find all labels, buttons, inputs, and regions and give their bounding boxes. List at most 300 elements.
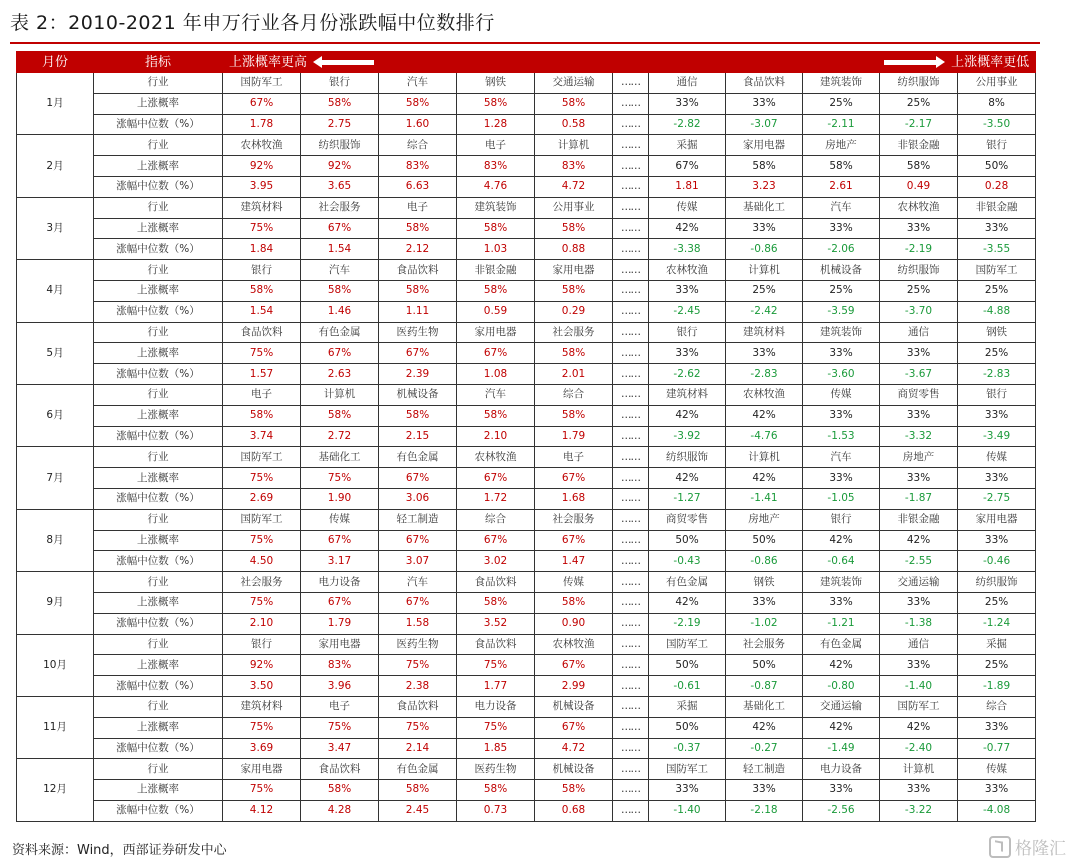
median-cell: -0.86 bbox=[726, 551, 803, 572]
table-row bbox=[17, 405, 1036, 426]
median-cell: 2.14 bbox=[379, 738, 457, 759]
probability-cell: 33% bbox=[880, 343, 958, 364]
median-cell: -3.38 bbox=[649, 239, 726, 260]
probability-cell: 58% bbox=[726, 156, 803, 177]
table-row bbox=[17, 551, 1036, 572]
median-cell: 3.69 bbox=[223, 738, 301, 759]
industry-cell: 食品饮料 bbox=[457, 634, 535, 655]
median-cell: -1.05 bbox=[803, 488, 880, 509]
probability-cell: 58% bbox=[379, 218, 457, 239]
probability-cell: 75% bbox=[457, 717, 535, 738]
month-cell: 8月 bbox=[17, 509, 94, 571]
probability-cell: 75% bbox=[223, 717, 301, 738]
probability-cell: 25% bbox=[803, 280, 880, 301]
industry-cell: 银行 bbox=[958, 384, 1036, 405]
median-cell: 2.63 bbox=[301, 364, 379, 385]
ellipsis-cell: …… bbox=[613, 156, 649, 177]
metric-label: 行业 bbox=[94, 572, 223, 593]
metric-label: 上涨概率 bbox=[94, 780, 223, 801]
industry-cell: 有色金属 bbox=[379, 447, 457, 468]
probability-cell: 83% bbox=[379, 156, 457, 177]
industry-cell: 交通运输 bbox=[880, 572, 958, 593]
probability-cell: 58% bbox=[457, 218, 535, 239]
industry-cell: 银行 bbox=[649, 322, 726, 343]
probability-cell: 58% bbox=[535, 280, 613, 301]
metric-label: 行业 bbox=[94, 634, 223, 655]
industry-cell: 国防军工 bbox=[223, 509, 301, 530]
probability-cell: 33% bbox=[726, 93, 803, 114]
metric-label: 涨幅中位数（%） bbox=[94, 800, 223, 821]
median-cell: 0.68 bbox=[535, 800, 613, 821]
industry-cell: 汽车 bbox=[803, 197, 880, 218]
median-cell: 0.88 bbox=[535, 239, 613, 260]
probability-cell: 58% bbox=[535, 780, 613, 801]
industry-cell: 建筑装饰 bbox=[457, 197, 535, 218]
probability-cell: 25% bbox=[958, 592, 1036, 613]
month-header: 月份 bbox=[17, 52, 94, 73]
probability-cell: 42% bbox=[803, 717, 880, 738]
industry-cell: 轻工制造 bbox=[379, 509, 457, 530]
probability-cell: 67% bbox=[535, 717, 613, 738]
industry-cell: 计算机 bbox=[535, 135, 613, 156]
ellipsis-cell: …… bbox=[613, 260, 649, 281]
industry-cell: 电力设备 bbox=[301, 572, 379, 593]
median-cell: -1.40 bbox=[880, 676, 958, 697]
ellipsis-cell: …… bbox=[613, 655, 649, 676]
ellipsis-cell: …… bbox=[613, 93, 649, 114]
ellipsis-cell: …… bbox=[613, 759, 649, 780]
median-cell: 1.08 bbox=[457, 364, 535, 385]
month-cell: 10月 bbox=[17, 634, 94, 696]
probability-cell: 33% bbox=[880, 405, 958, 426]
median-cell: 1.54 bbox=[223, 301, 301, 322]
median-cell: -0.80 bbox=[803, 676, 880, 697]
median-cell: 4.76 bbox=[457, 176, 535, 197]
median-cell: -3.50 bbox=[958, 114, 1036, 135]
ellipsis-cell: …… bbox=[613, 447, 649, 468]
table-row bbox=[17, 676, 1036, 697]
industry-cell: 商贸零售 bbox=[649, 509, 726, 530]
lower-prob-label: 上涨概率更低 bbox=[951, 54, 1030, 70]
median-cell: 1.54 bbox=[301, 239, 379, 260]
probability-cell: 58% bbox=[535, 343, 613, 364]
probability-cell: 58% bbox=[535, 405, 613, 426]
median-cell: -2.83 bbox=[958, 364, 1036, 385]
probability-cell: 58% bbox=[379, 93, 457, 114]
industry-cell: 基础化工 bbox=[726, 197, 803, 218]
median-cell: 3.52 bbox=[457, 613, 535, 634]
industry-cell: 轻工制造 bbox=[726, 759, 803, 780]
industry-cell: 传媒 bbox=[958, 447, 1036, 468]
probability-cell: 75% bbox=[223, 780, 301, 801]
industry-cell: 非银金融 bbox=[457, 260, 535, 281]
probability-cell: 42% bbox=[880, 530, 958, 551]
median-cell: -0.87 bbox=[726, 676, 803, 697]
watermark-text: 格隆汇 bbox=[1015, 839, 1066, 859]
metric-label: 上涨概率 bbox=[94, 93, 223, 114]
industry-cell: 家用电器 bbox=[726, 135, 803, 156]
median-cell: 2.10 bbox=[457, 426, 535, 447]
probability-cell: 33% bbox=[726, 218, 803, 239]
industry-cell: 交通运输 bbox=[803, 696, 880, 717]
median-cell: -2.40 bbox=[880, 738, 958, 759]
table-row bbox=[17, 655, 1036, 676]
industry-cell: 电力设备 bbox=[457, 696, 535, 717]
ellipsis-cell: …… bbox=[613, 405, 649, 426]
median-cell: -2.56 bbox=[803, 800, 880, 821]
industry-cell: 机械设备 bbox=[379, 384, 457, 405]
industry-cell: 银行 bbox=[223, 634, 301, 655]
metric-label: 上涨概率 bbox=[94, 717, 223, 738]
industry-cell: 非银金融 bbox=[880, 509, 958, 530]
industry-cell: 农林牧渔 bbox=[726, 384, 803, 405]
median-cell: 3.17 bbox=[301, 551, 379, 572]
median-cell: -1.21 bbox=[803, 613, 880, 634]
industry-cell: 传媒 bbox=[535, 572, 613, 593]
probability-cell: 58% bbox=[535, 93, 613, 114]
median-cell: -1.24 bbox=[958, 613, 1036, 634]
probability-cell: 25% bbox=[958, 343, 1036, 364]
probability-cell: 42% bbox=[726, 468, 803, 489]
industry-cell: 农林牧渔 bbox=[649, 260, 726, 281]
median-cell: -3.07 bbox=[726, 114, 803, 135]
industry-cell: 有色金属 bbox=[301, 322, 379, 343]
table-row bbox=[17, 572, 1036, 593]
median-cell: 0.90 bbox=[535, 613, 613, 634]
industry-cell: 家用电器 bbox=[223, 759, 301, 780]
median-cell: -0.61 bbox=[649, 676, 726, 697]
median-cell: 1.28 bbox=[457, 114, 535, 135]
industry-cell: 国防军工 bbox=[223, 73, 301, 94]
industry-cell: 传媒 bbox=[301, 509, 379, 530]
probability-cell: 25% bbox=[958, 655, 1036, 676]
probability-cell: 42% bbox=[880, 717, 958, 738]
metric-label: 上涨概率 bbox=[94, 343, 223, 364]
industry-cell: 农林牧渔 bbox=[457, 447, 535, 468]
table-row bbox=[17, 197, 1036, 218]
ellipsis-cell: …… bbox=[613, 301, 649, 322]
industry-cell: 通信 bbox=[649, 73, 726, 94]
median-cell: -2.75 bbox=[958, 488, 1036, 509]
median-cell: 1.03 bbox=[457, 239, 535, 260]
industry-cell: 综合 bbox=[535, 384, 613, 405]
table-row bbox=[17, 176, 1036, 197]
median-cell: 3.07 bbox=[379, 551, 457, 572]
median-cell: -4.76 bbox=[726, 426, 803, 447]
probability-cell: 33% bbox=[803, 343, 880, 364]
metric-label: 行业 bbox=[94, 135, 223, 156]
industry-cell: 公用事业 bbox=[958, 73, 1036, 94]
median-cell: -1.87 bbox=[880, 488, 958, 509]
ellipsis-cell: …… bbox=[613, 322, 649, 343]
median-cell: 1.79 bbox=[301, 613, 379, 634]
median-cell: -3.32 bbox=[880, 426, 958, 447]
metric-label: 行业 bbox=[94, 696, 223, 717]
median-cell: 2.75 bbox=[301, 114, 379, 135]
industry-cell: 电子 bbox=[457, 135, 535, 156]
industry-cell: 钢铁 bbox=[457, 73, 535, 94]
median-cell: -3.59 bbox=[803, 301, 880, 322]
industry-cell: 建筑材料 bbox=[726, 322, 803, 343]
probability-cell: 75% bbox=[223, 343, 301, 364]
median-cell: 2.01 bbox=[535, 364, 613, 385]
metric-label: 涨幅中位数（%） bbox=[94, 676, 223, 697]
probability-cell: 42% bbox=[649, 405, 726, 426]
industry-cell: 食品饮料 bbox=[379, 260, 457, 281]
month-cell: 9月 bbox=[17, 572, 94, 634]
table-row bbox=[17, 343, 1036, 364]
median-cell: 2.39 bbox=[379, 364, 457, 385]
median-cell: -0.37 bbox=[649, 738, 726, 759]
metric-label: 涨幅中位数（%） bbox=[94, 114, 223, 135]
industry-cell: 纺织服饰 bbox=[958, 572, 1036, 593]
table-row bbox=[17, 634, 1036, 655]
ellipsis-cell: …… bbox=[613, 592, 649, 613]
industry-cell: 传媒 bbox=[649, 197, 726, 218]
median-cell: -2.06 bbox=[803, 239, 880, 260]
median-cell: -1.89 bbox=[958, 676, 1036, 697]
ellipsis-cell: …… bbox=[613, 176, 649, 197]
table-row bbox=[17, 301, 1036, 322]
month-cell: 12月 bbox=[17, 759, 94, 821]
probability-cell: 67% bbox=[457, 343, 535, 364]
probability-cell: 58% bbox=[379, 280, 457, 301]
ellipsis-cell: …… bbox=[613, 676, 649, 697]
industry-cell: 纺织服饰 bbox=[880, 260, 958, 281]
probability-cell: 50% bbox=[649, 717, 726, 738]
median-cell: -2.83 bbox=[726, 364, 803, 385]
probability-cell: 42% bbox=[803, 530, 880, 551]
industry-cell: 汽车 bbox=[803, 447, 880, 468]
industry-cell: 汽车 bbox=[379, 572, 457, 593]
industry-cell: 综合 bbox=[457, 509, 535, 530]
probability-cell: 58% bbox=[301, 280, 379, 301]
probability-cell: 75% bbox=[457, 655, 535, 676]
ellipsis-cell: …… bbox=[613, 634, 649, 655]
median-cell: -4.08 bbox=[958, 800, 1036, 821]
median-cell: 3.50 bbox=[223, 676, 301, 697]
median-cell: 1.72 bbox=[457, 488, 535, 509]
metric-label: 上涨概率 bbox=[94, 218, 223, 239]
probability-cell: 33% bbox=[726, 343, 803, 364]
source-note: 资料来源：Wind，西部证券研发中心 bbox=[12, 843, 227, 858]
probability-cell: 75% bbox=[301, 468, 379, 489]
metric-label: 涨幅中位数（%） bbox=[94, 551, 223, 572]
probability-cell: 58% bbox=[379, 780, 457, 801]
table-row bbox=[17, 696, 1036, 717]
probability-cell: 25% bbox=[958, 280, 1036, 301]
median-cell: 4.28 bbox=[301, 800, 379, 821]
median-cell: 2.99 bbox=[535, 676, 613, 697]
industry-cell: 非银金融 bbox=[880, 135, 958, 156]
metric-label: 上涨概率 bbox=[94, 592, 223, 613]
median-cell: 1.57 bbox=[223, 364, 301, 385]
table-row bbox=[17, 93, 1036, 114]
title-divider bbox=[10, 42, 1040, 44]
probability-cell: 33% bbox=[803, 218, 880, 239]
probability-cell: 58% bbox=[803, 156, 880, 177]
industry-cell: 国防军工 bbox=[649, 634, 726, 655]
table-row bbox=[17, 156, 1036, 177]
ellipsis-cell: …… bbox=[613, 488, 649, 509]
median-cell: 3.02 bbox=[457, 551, 535, 572]
median-cell: -3.22 bbox=[880, 800, 958, 821]
probability-cell: 75% bbox=[223, 530, 301, 551]
probability-cell: 83% bbox=[535, 156, 613, 177]
median-cell: -3.60 bbox=[803, 364, 880, 385]
metric-label: 涨幅中位数（%） bbox=[94, 176, 223, 197]
median-cell: 3.47 bbox=[301, 738, 379, 759]
table-row bbox=[17, 364, 1036, 385]
industry-cell: 食品饮料 bbox=[223, 322, 301, 343]
table-row bbox=[17, 488, 1036, 509]
probability-cell: 33% bbox=[958, 218, 1036, 239]
industry-cell: 计算机 bbox=[880, 759, 958, 780]
metric-label: 上涨概率 bbox=[94, 156, 223, 177]
ellipsis-cell: …… bbox=[613, 280, 649, 301]
industry-cell: 家用电器 bbox=[958, 509, 1036, 530]
median-cell: 1.58 bbox=[379, 613, 457, 634]
industry-cell: 建筑装饰 bbox=[803, 73, 880, 94]
industry-cell: 建筑装饰 bbox=[803, 572, 880, 593]
median-cell: 1.11 bbox=[379, 301, 457, 322]
median-cell: 0.59 bbox=[457, 301, 535, 322]
table-row bbox=[17, 135, 1036, 156]
probability-cell: 67% bbox=[301, 343, 379, 364]
industry-cell: 综合 bbox=[958, 696, 1036, 717]
table-row bbox=[17, 759, 1036, 780]
probability-cell: 42% bbox=[726, 717, 803, 738]
median-cell: 1.90 bbox=[301, 488, 379, 509]
metric-label: 行业 bbox=[94, 447, 223, 468]
industry-cell: 有色金属 bbox=[649, 572, 726, 593]
table-row bbox=[17, 509, 1036, 530]
industry-cell: 房地产 bbox=[880, 447, 958, 468]
median-cell: 2.72 bbox=[301, 426, 379, 447]
industry-cell: 电子 bbox=[223, 384, 301, 405]
probability-cell: 67% bbox=[379, 530, 457, 551]
industry-cell: 医药生物 bbox=[379, 634, 457, 655]
month-cell: 7月 bbox=[17, 447, 94, 509]
lower-prob-note bbox=[884, 52, 1029, 72]
median-cell: 3.65 bbox=[301, 176, 379, 197]
median-cell: 1.68 bbox=[535, 488, 613, 509]
ellipsis-cell: …… bbox=[613, 696, 649, 717]
probability-cell: 33% bbox=[803, 405, 880, 426]
metric-label: 行业 bbox=[94, 197, 223, 218]
table-row bbox=[17, 530, 1036, 551]
probability-cell: 67% bbox=[379, 592, 457, 613]
median-cell: 1.60 bbox=[379, 114, 457, 135]
page-title: 表 2：2010-2021 年申万行业各月份涨跌幅中位数排行 bbox=[10, 12, 495, 34]
month-cell: 11月 bbox=[17, 696, 94, 758]
industry-cell: 汽车 bbox=[301, 260, 379, 281]
probability-cell: 58% bbox=[457, 780, 535, 801]
median-cell: -2.45 bbox=[649, 301, 726, 322]
table-row bbox=[17, 780, 1036, 801]
median-cell: -3.55 bbox=[958, 239, 1036, 260]
metric-label: 上涨概率 bbox=[94, 530, 223, 551]
industry-cell: 食品饮料 bbox=[457, 572, 535, 593]
industry-cell: 采掘 bbox=[958, 634, 1036, 655]
ellipsis-cell: …… bbox=[613, 738, 649, 759]
ellipsis-cell: …… bbox=[613, 135, 649, 156]
median-cell: 4.72 bbox=[535, 176, 613, 197]
ellipsis-cell: …… bbox=[613, 426, 649, 447]
probability-cell: 33% bbox=[958, 405, 1036, 426]
arrow-left-icon bbox=[313, 56, 374, 68]
probability-cell: 58% bbox=[457, 93, 535, 114]
median-cell: 6.63 bbox=[379, 176, 457, 197]
probability-cell: 67% bbox=[301, 218, 379, 239]
industry-cell: 交通运输 bbox=[535, 73, 613, 94]
table-row bbox=[17, 239, 1036, 260]
industry-cell: 社会服务 bbox=[535, 509, 613, 530]
median-cell: 0.28 bbox=[958, 176, 1036, 197]
industry-cell: 有色金属 bbox=[379, 759, 457, 780]
probability-cell: 67% bbox=[379, 343, 457, 364]
ellipsis-cell: …… bbox=[613, 239, 649, 260]
probability-cell: 75% bbox=[379, 717, 457, 738]
industry-cell: 计算机 bbox=[726, 447, 803, 468]
metric-label: 行业 bbox=[94, 759, 223, 780]
month-cell: 6月 bbox=[17, 384, 94, 446]
probability-cell: 75% bbox=[223, 592, 301, 613]
probability-cell: 33% bbox=[649, 280, 726, 301]
industry-cell: 建筑装饰 bbox=[803, 322, 880, 343]
median-cell: -1.27 bbox=[649, 488, 726, 509]
header-row bbox=[17, 52, 1036, 73]
industry-cell: 纺织服饰 bbox=[649, 447, 726, 468]
probability-cell: 8% bbox=[958, 93, 1036, 114]
median-cell: 1.46 bbox=[301, 301, 379, 322]
table-row bbox=[17, 73, 1036, 94]
median-cell: 2.10 bbox=[223, 613, 301, 634]
metric-label: 行业 bbox=[94, 322, 223, 343]
probability-cell: 67% bbox=[535, 530, 613, 551]
median-cell: 0.49 bbox=[880, 176, 958, 197]
probability-cell: 42% bbox=[649, 218, 726, 239]
median-cell: -3.92 bbox=[649, 426, 726, 447]
industry-cell: 食品饮料 bbox=[301, 759, 379, 780]
industry-cell: 建筑材料 bbox=[223, 696, 301, 717]
median-cell: -0.77 bbox=[958, 738, 1036, 759]
median-cell: -2.62 bbox=[649, 364, 726, 385]
probability-cell: 58% bbox=[457, 592, 535, 613]
median-cell: 2.61 bbox=[803, 176, 880, 197]
industry-cell: 银行 bbox=[301, 73, 379, 94]
probability-cell: 42% bbox=[803, 655, 880, 676]
probability-cell: 58% bbox=[223, 405, 301, 426]
industry-cell: 农林牧渔 bbox=[535, 634, 613, 655]
month-cell: 5月 bbox=[17, 322, 94, 384]
median-cell: 3.74 bbox=[223, 426, 301, 447]
table-row bbox=[17, 800, 1036, 821]
industry-cell: 纺织服饰 bbox=[880, 73, 958, 94]
median-cell: -0.86 bbox=[726, 239, 803, 260]
table-row bbox=[17, 613, 1036, 634]
median-cell: -2.17 bbox=[880, 114, 958, 135]
probability-cell: 25% bbox=[880, 93, 958, 114]
industry-cell: 通信 bbox=[880, 634, 958, 655]
median-cell: 2.15 bbox=[379, 426, 457, 447]
median-cell: -2.19 bbox=[880, 239, 958, 260]
probability-cell: 58% bbox=[457, 405, 535, 426]
industry-cell: 机械设备 bbox=[803, 260, 880, 281]
median-cell: 3.06 bbox=[379, 488, 457, 509]
probability-cell: 33% bbox=[958, 717, 1036, 738]
median-cell: -1.41 bbox=[726, 488, 803, 509]
